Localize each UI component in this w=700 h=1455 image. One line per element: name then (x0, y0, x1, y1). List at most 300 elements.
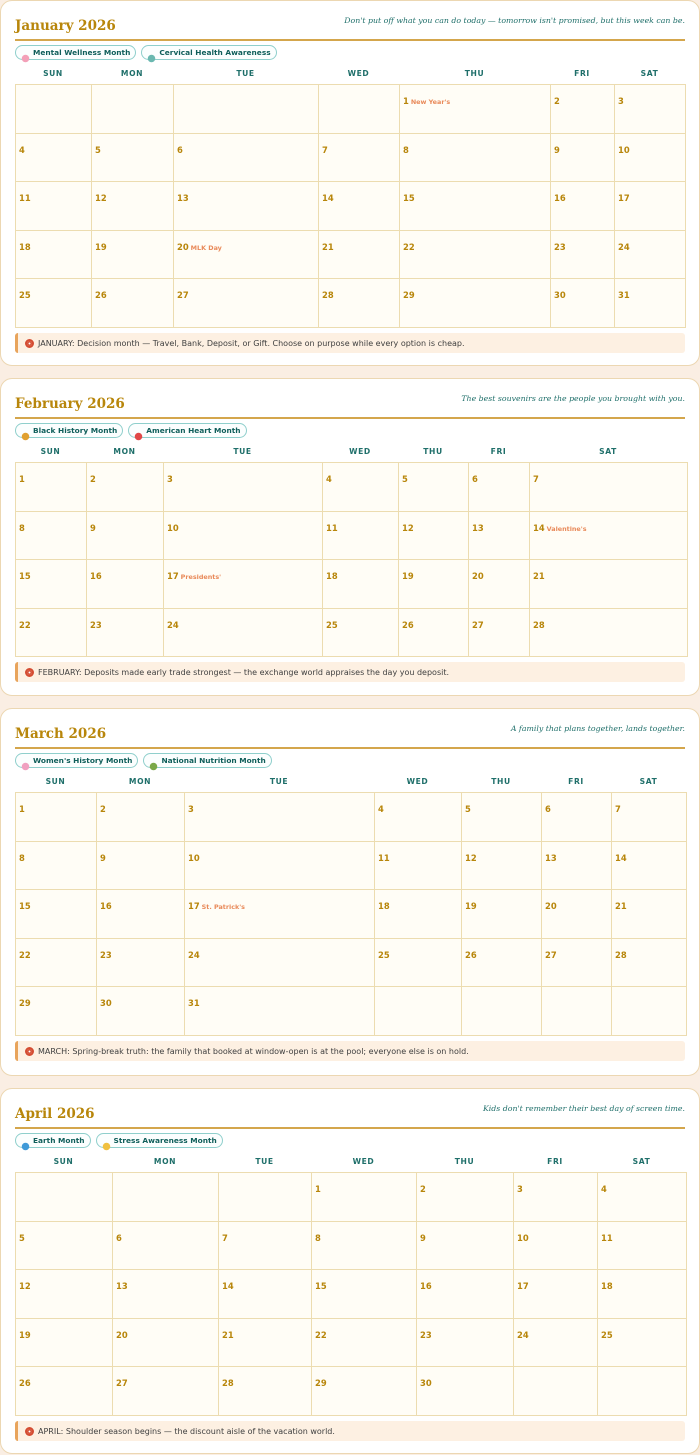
day-cell[interactable] (399, 512, 469, 561)
day-number: 1 (403, 96, 409, 106)
day-cell[interactable] (551, 134, 615, 183)
day-cell[interactable] (469, 609, 530, 658)
empty-day-cell (16, 1173, 113, 1222)
day-number: 30 (554, 290, 566, 301)
day-cell[interactable] (400, 134, 551, 183)
day-number: 13 (472, 522, 484, 533)
day-cell[interactable] (375, 939, 462, 988)
ribbon-icon (147, 48, 156, 57)
day-cell[interactable] (551, 231, 615, 280)
day-cell[interactable] (16, 512, 87, 561)
day-cell[interactable] (16, 609, 87, 658)
weekday-header: FRI (547, 1157, 563, 1166)
day-number: 12 (19, 1281, 31, 1292)
day-cell[interactable] (219, 1222, 312, 1271)
day-number: 6 (545, 804, 551, 814)
day-number: 17 (188, 901, 200, 912)
day-cell[interactable] (530, 512, 688, 561)
day-number: 24 (517, 1329, 529, 1340)
day-cell[interactable] (615, 231, 686, 280)
month-header (15, 1089, 685, 1129)
flower-icon (21, 756, 30, 765)
month-note-text: FEBRUARY: Deposits made early trade strongest — the exchange world appraises the day you deposit. (38, 667, 450, 677)
empty-day-cell (113, 1173, 219, 1222)
day-number: 8 (19, 852, 25, 863)
weekday-header: SUN (40, 447, 61, 456)
day-cell[interactable] (612, 842, 687, 891)
day-cell[interactable] (598, 1222, 687, 1271)
day-cell[interactable] (219, 1319, 312, 1368)
day-cell[interactable] (185, 939, 375, 988)
day-cell[interactable] (399, 463, 469, 512)
day-number: 23 (90, 619, 102, 630)
day-cell[interactable] (399, 609, 469, 658)
day-number: 14 (615, 852, 627, 863)
day-number: 14 (222, 1281, 234, 1292)
holiday-label: Valentine's (546, 524, 587, 533)
weekday-header: THU (464, 69, 485, 78)
day-cell[interactable] (598, 1173, 687, 1222)
weekday-header: WED (349, 447, 371, 456)
day-number: 15 (19, 901, 31, 912)
empty-day-cell (542, 987, 612, 1036)
day-cell[interactable] (97, 793, 185, 842)
day-number: 15 (19, 571, 31, 582)
day-cell[interactable] (375, 842, 462, 891)
awareness-badges (15, 753, 272, 768)
awareness-badge-label: Earth Month (33, 1136, 85, 1145)
awareness-badge-label: National Nutrition Month (161, 756, 266, 765)
day-number: 5 (19, 1232, 25, 1243)
globe-icon (21, 1136, 30, 1145)
day-number: 24 (188, 949, 200, 960)
weekday-header: WED (352, 1157, 375, 1166)
day-cell[interactable] (469, 463, 530, 512)
day-cell[interactable] (87, 609, 164, 658)
day-cell[interactable] (615, 182, 686, 231)
target-icon (25, 1047, 34, 1056)
day-number: 21 (322, 241, 334, 252)
awareness-badge[interactable] (141, 45, 276, 60)
day-cell[interactable] (185, 793, 375, 842)
weekday-header: SAT (599, 447, 617, 456)
day-cell[interactable] (319, 182, 400, 231)
day-number: 4 (378, 804, 384, 814)
weekday-header: THU (491, 777, 511, 786)
day-number: 13 (116, 1281, 128, 1292)
day-cell[interactable] (16, 1270, 113, 1319)
day-cell[interactable] (615, 279, 686, 328)
day-cell[interactable] (542, 939, 612, 988)
month-quote: A family that plans together, lands together. (510, 724, 685, 733)
day-cell[interactable] (417, 1173, 514, 1222)
day-cell[interactable] (16, 182, 92, 231)
day-number: 17 (517, 1281, 529, 1292)
day-cell[interactable] (185, 842, 375, 891)
day-cell[interactable] (312, 1222, 417, 1271)
awareness-badge[interactable] (15, 45, 136, 60)
weekday-header: SUN (43, 69, 63, 78)
day-number: 14 (322, 193, 334, 204)
day-number: 12 (402, 522, 414, 533)
month-title: March 2026 (15, 726, 107, 742)
day-cell[interactable] (164, 512, 323, 561)
day-cell[interactable] (462, 793, 542, 842)
heart-icon (134, 426, 143, 435)
day-number: 15 (403, 193, 415, 204)
day-number: 27 (177, 290, 189, 301)
month-grid (15, 1172, 687, 1416)
day-cell[interactable] (16, 134, 92, 183)
day-number: 8 (315, 1232, 321, 1243)
weekday-header: SUN (45, 777, 66, 786)
day-cell[interactable] (323, 609, 399, 658)
day-number: 4 (601, 1184, 607, 1194)
day-number: 27 (472, 619, 484, 630)
day-cell[interactable] (323, 463, 399, 512)
day-cell[interactable] (417, 1222, 514, 1271)
day-number: 15 (315, 1281, 327, 1292)
day-number: 8 (403, 144, 409, 155)
day-cell[interactable] (219, 1367, 312, 1416)
month-note (15, 1421, 685, 1441)
month-header (15, 709, 685, 749)
day-number: 24 (167, 619, 179, 630)
day-number: 25 (326, 619, 338, 630)
day-cell[interactable] (16, 560, 87, 609)
day-cell[interactable] (417, 1367, 514, 1416)
day-number: 1 (19, 804, 25, 814)
month-quote: Kids don't remember their best day of screen time. (482, 1104, 685, 1113)
day-cell[interactable] (97, 939, 185, 988)
day-number: 4 (326, 474, 332, 484)
day-number: 22 (19, 619, 31, 630)
day-cell[interactable] (92, 134, 174, 183)
day-cell[interactable] (598, 1270, 687, 1319)
day-cell[interactable] (615, 85, 686, 134)
weekday-header: TUE (233, 447, 252, 456)
day-number: 13 (177, 193, 189, 204)
day-cell[interactable] (462, 890, 542, 939)
weekday-header-row (15, 1155, 686, 1169)
day-number: 10 (618, 144, 630, 155)
empty-day-cell (16, 85, 92, 134)
empty-day-cell (92, 85, 174, 134)
day-cell[interactable] (92, 231, 174, 280)
month-note (15, 1041, 685, 1061)
day-number: 26 (465, 949, 477, 960)
month-note-text: APRIL: Shoulder season begins — the discount aisle of the vacation world. (38, 1426, 335, 1436)
awareness-badge-label: Stress Awareness Month (113, 1136, 217, 1145)
day-cell[interactable] (16, 231, 92, 280)
weekday-header: THU (454, 1157, 475, 1166)
weekday-header: TUE (269, 777, 289, 786)
awareness-badge[interactable] (143, 753, 271, 768)
day-number: 9 (554, 144, 560, 155)
day-cell[interactable] (113, 1222, 219, 1271)
weekday-header: SAT (632, 1157, 651, 1166)
awareness-badges (15, 1133, 223, 1148)
day-number: 5 (402, 474, 408, 484)
day-cell[interactable] (514, 1173, 598, 1222)
day-cell[interactable] (92, 182, 174, 231)
day-number: 30 (100, 998, 112, 1009)
day-cell[interactable] (530, 609, 688, 658)
day-cell[interactable] (551, 279, 615, 328)
day-cell[interactable] (16, 279, 92, 328)
day-cell[interactable] (174, 279, 319, 328)
day-cell[interactable] (400, 231, 551, 280)
day-cell[interactable] (469, 512, 530, 561)
day-number: 26 (402, 619, 414, 630)
day-number: 21 (222, 1329, 234, 1340)
day-number: 3 (167, 474, 173, 484)
empty-day-cell (219, 1173, 312, 1222)
weekday-header: FRI (490, 447, 507, 456)
day-cell[interactable] (542, 842, 612, 891)
target-icon (25, 668, 34, 677)
day-cell[interactable] (185, 890, 375, 939)
day-number: 26 (19, 1378, 31, 1389)
awareness-badge-label: Black History Month (33, 426, 118, 435)
day-number: 2 (554, 96, 560, 106)
day-number: 28 (322, 290, 334, 301)
weekday-header: SUN (53, 1157, 74, 1166)
day-cell[interactable] (16, 1319, 113, 1368)
day-cell[interactable] (113, 1367, 219, 1416)
day-cell[interactable] (87, 463, 164, 512)
day-cell[interactable] (551, 182, 615, 231)
day-cell[interactable] (612, 939, 687, 988)
day-number: 11 (601, 1232, 613, 1243)
day-cell[interactable] (16, 890, 97, 939)
day-cell[interactable] (164, 463, 323, 512)
day-cell[interactable] (551, 85, 615, 134)
weekday-header-row (15, 67, 685, 81)
month-header (15, 379, 685, 419)
day-cell[interactable] (97, 987, 185, 1036)
day-cell[interactable] (312, 1367, 417, 1416)
day-number: 28 (533, 619, 545, 630)
weekday-header: MON (153, 1157, 177, 1166)
day-number: 25 (19, 290, 31, 301)
day-cell[interactable] (185, 987, 375, 1036)
day-number: 27 (116, 1378, 128, 1389)
day-number: 22 (403, 241, 415, 252)
month-note (15, 662, 685, 682)
day-cell[interactable] (312, 1319, 417, 1368)
target-icon (25, 1427, 34, 1436)
brain-icon (21, 48, 30, 57)
day-cell[interactable] (164, 560, 323, 609)
day-number: 20 (545, 901, 557, 912)
month-card (0, 1088, 700, 1454)
day-number: 7 (533, 474, 539, 484)
day-number: 3 (618, 96, 624, 106)
day-cell[interactable] (312, 1270, 417, 1319)
day-number: 18 (378, 901, 390, 912)
awareness-badge[interactable] (15, 1133, 91, 1148)
day-cell[interactable] (16, 463, 87, 512)
day-cell[interactable] (323, 560, 399, 609)
day-cell[interactable] (514, 1319, 598, 1368)
day-cell[interactable] (16, 1367, 113, 1416)
day-cell[interactable] (92, 279, 174, 328)
day-cell[interactable] (615, 134, 686, 183)
day-number: 19 (465, 901, 477, 912)
day-cell[interactable] (174, 134, 319, 183)
month-header (15, 1, 685, 41)
day-number: 18 (601, 1281, 613, 1292)
day-cell[interactable] (16, 939, 97, 988)
empty-day-cell (375, 987, 462, 1036)
day-cell[interactable] (542, 890, 612, 939)
day-cell[interactable] (97, 842, 185, 891)
day-cell[interactable] (113, 1319, 219, 1368)
empty-day-cell (462, 987, 542, 1036)
day-cell[interactable] (399, 560, 469, 609)
day-number: 22 (315, 1329, 327, 1340)
awareness-badge-label: Mental Wellness Month (33, 48, 131, 57)
month-quote: The best souvenirs are the people you brought with you. (461, 394, 685, 403)
month-note-text: MARCH: Spring-break truth: the family that booked at window-open is at the pool; everyone else is on hold. (38, 1046, 469, 1056)
day-number: 22 (19, 949, 31, 960)
day-cell[interactable] (542, 793, 612, 842)
month-grid (15, 84, 686, 328)
weekday-header: MON (128, 777, 152, 786)
day-number: 11 (326, 522, 338, 533)
day-number: 5 (95, 144, 101, 155)
day-number: 19 (95, 241, 107, 252)
day-cell[interactable] (323, 512, 399, 561)
awareness-badge[interactable] (15, 423, 123, 438)
stressed-face-icon (102, 1136, 111, 1145)
day-number: 26 (95, 290, 107, 301)
day-cell[interactable] (462, 842, 542, 891)
day-number: 21 (615, 901, 627, 912)
day-number: 2 (100, 804, 106, 814)
day-number: 19 (19, 1329, 31, 1340)
day-cell[interactable] (417, 1319, 514, 1368)
day-number: 12 (465, 852, 477, 863)
weekday-header: WED (347, 69, 370, 78)
day-number: 23 (420, 1329, 432, 1340)
salad-bowl-icon (149, 756, 158, 765)
raised-fist-icon (21, 426, 30, 435)
weekday-header: MON (113, 447, 136, 456)
day-number: 2 (90, 474, 96, 484)
day-cell[interactable] (174, 182, 319, 231)
day-cell[interactable] (462, 939, 542, 988)
day-number: 17 (618, 193, 630, 204)
weekday-header: SAT (640, 69, 659, 78)
day-cell[interactable] (174, 231, 319, 280)
day-cell[interactable] (469, 560, 530, 609)
month-card (0, 708, 700, 1076)
day-cell[interactable] (612, 793, 687, 842)
day-cell[interactable] (514, 1270, 598, 1319)
day-number: 28 (222, 1378, 234, 1389)
day-cell[interactable] (16, 793, 97, 842)
day-cell[interactable] (400, 182, 551, 231)
day-cell[interactable] (530, 463, 688, 512)
day-number: 9 (420, 1232, 426, 1243)
day-cell[interactable] (375, 793, 462, 842)
day-number: 4 (19, 144, 25, 155)
day-cell[interactable] (375, 890, 462, 939)
day-cell[interactable] (417, 1270, 514, 1319)
day-cell[interactable] (87, 560, 164, 609)
awareness-badges (15, 423, 247, 438)
day-number: 10 (188, 852, 200, 863)
awareness-badges (15, 45, 277, 60)
day-number: 23 (100, 949, 112, 960)
day-cell[interactable] (400, 85, 551, 134)
empty-day-cell (319, 85, 400, 134)
day-cell[interactable] (612, 890, 687, 939)
day-number: 11 (19, 193, 31, 204)
day-cell[interactable] (514, 1222, 598, 1271)
day-number: 16 (554, 193, 566, 204)
day-number: 10 (517, 1232, 529, 1243)
day-number: 14 (533, 522, 545, 533)
empty-day-cell (612, 987, 687, 1036)
weekday-header: TUE (255, 1157, 274, 1166)
day-number: 31 (188, 998, 200, 1009)
day-number: 27 (545, 949, 557, 960)
awareness-badge[interactable] (128, 423, 246, 438)
day-cell[interactable] (219, 1270, 312, 1319)
day-number: 16 (100, 901, 112, 912)
day-number: 29 (403, 290, 415, 301)
day-cell[interactable] (16, 842, 97, 891)
day-number: 29 (315, 1378, 327, 1389)
month-card (0, 0, 700, 366)
day-cell[interactable] (400, 279, 551, 328)
day-number: 7 (322, 144, 328, 155)
day-cell[interactable] (164, 609, 323, 658)
day-cell[interactable] (16, 987, 97, 1036)
day-number: 12 (95, 193, 107, 204)
day-cell[interactable] (319, 134, 400, 183)
holiday-label: Presidents' (180, 573, 222, 582)
month-title: April 2026 (15, 1106, 95, 1122)
day-cell[interactable] (319, 279, 400, 328)
awareness-badge-label: American Heart Month (146, 426, 241, 435)
weekday-header-row (15, 445, 687, 459)
day-number: 25 (601, 1329, 613, 1340)
day-number: 17 (167, 571, 179, 582)
holiday-label: St. Patrick's (201, 903, 245, 912)
day-cell[interactable] (113, 1270, 219, 1319)
target-icon (25, 339, 34, 348)
day-number: 6 (177, 144, 183, 155)
day-number: 18 (326, 571, 338, 582)
day-cell[interactable] (312, 1173, 417, 1222)
day-cell[interactable] (530, 560, 688, 609)
day-number: 9 (100, 852, 106, 863)
day-number: 30 (420, 1378, 432, 1389)
day-cell[interactable] (97, 890, 185, 939)
day-cell[interactable] (16, 1222, 113, 1271)
awareness-badge[interactable] (15, 753, 138, 768)
day-number: 31 (618, 290, 630, 301)
day-cell[interactable] (87, 512, 164, 561)
awareness-badge[interactable] (96, 1133, 223, 1148)
day-cell[interactable] (319, 231, 400, 280)
day-cell[interactable] (598, 1319, 687, 1368)
empty-day-cell (514, 1367, 598, 1416)
